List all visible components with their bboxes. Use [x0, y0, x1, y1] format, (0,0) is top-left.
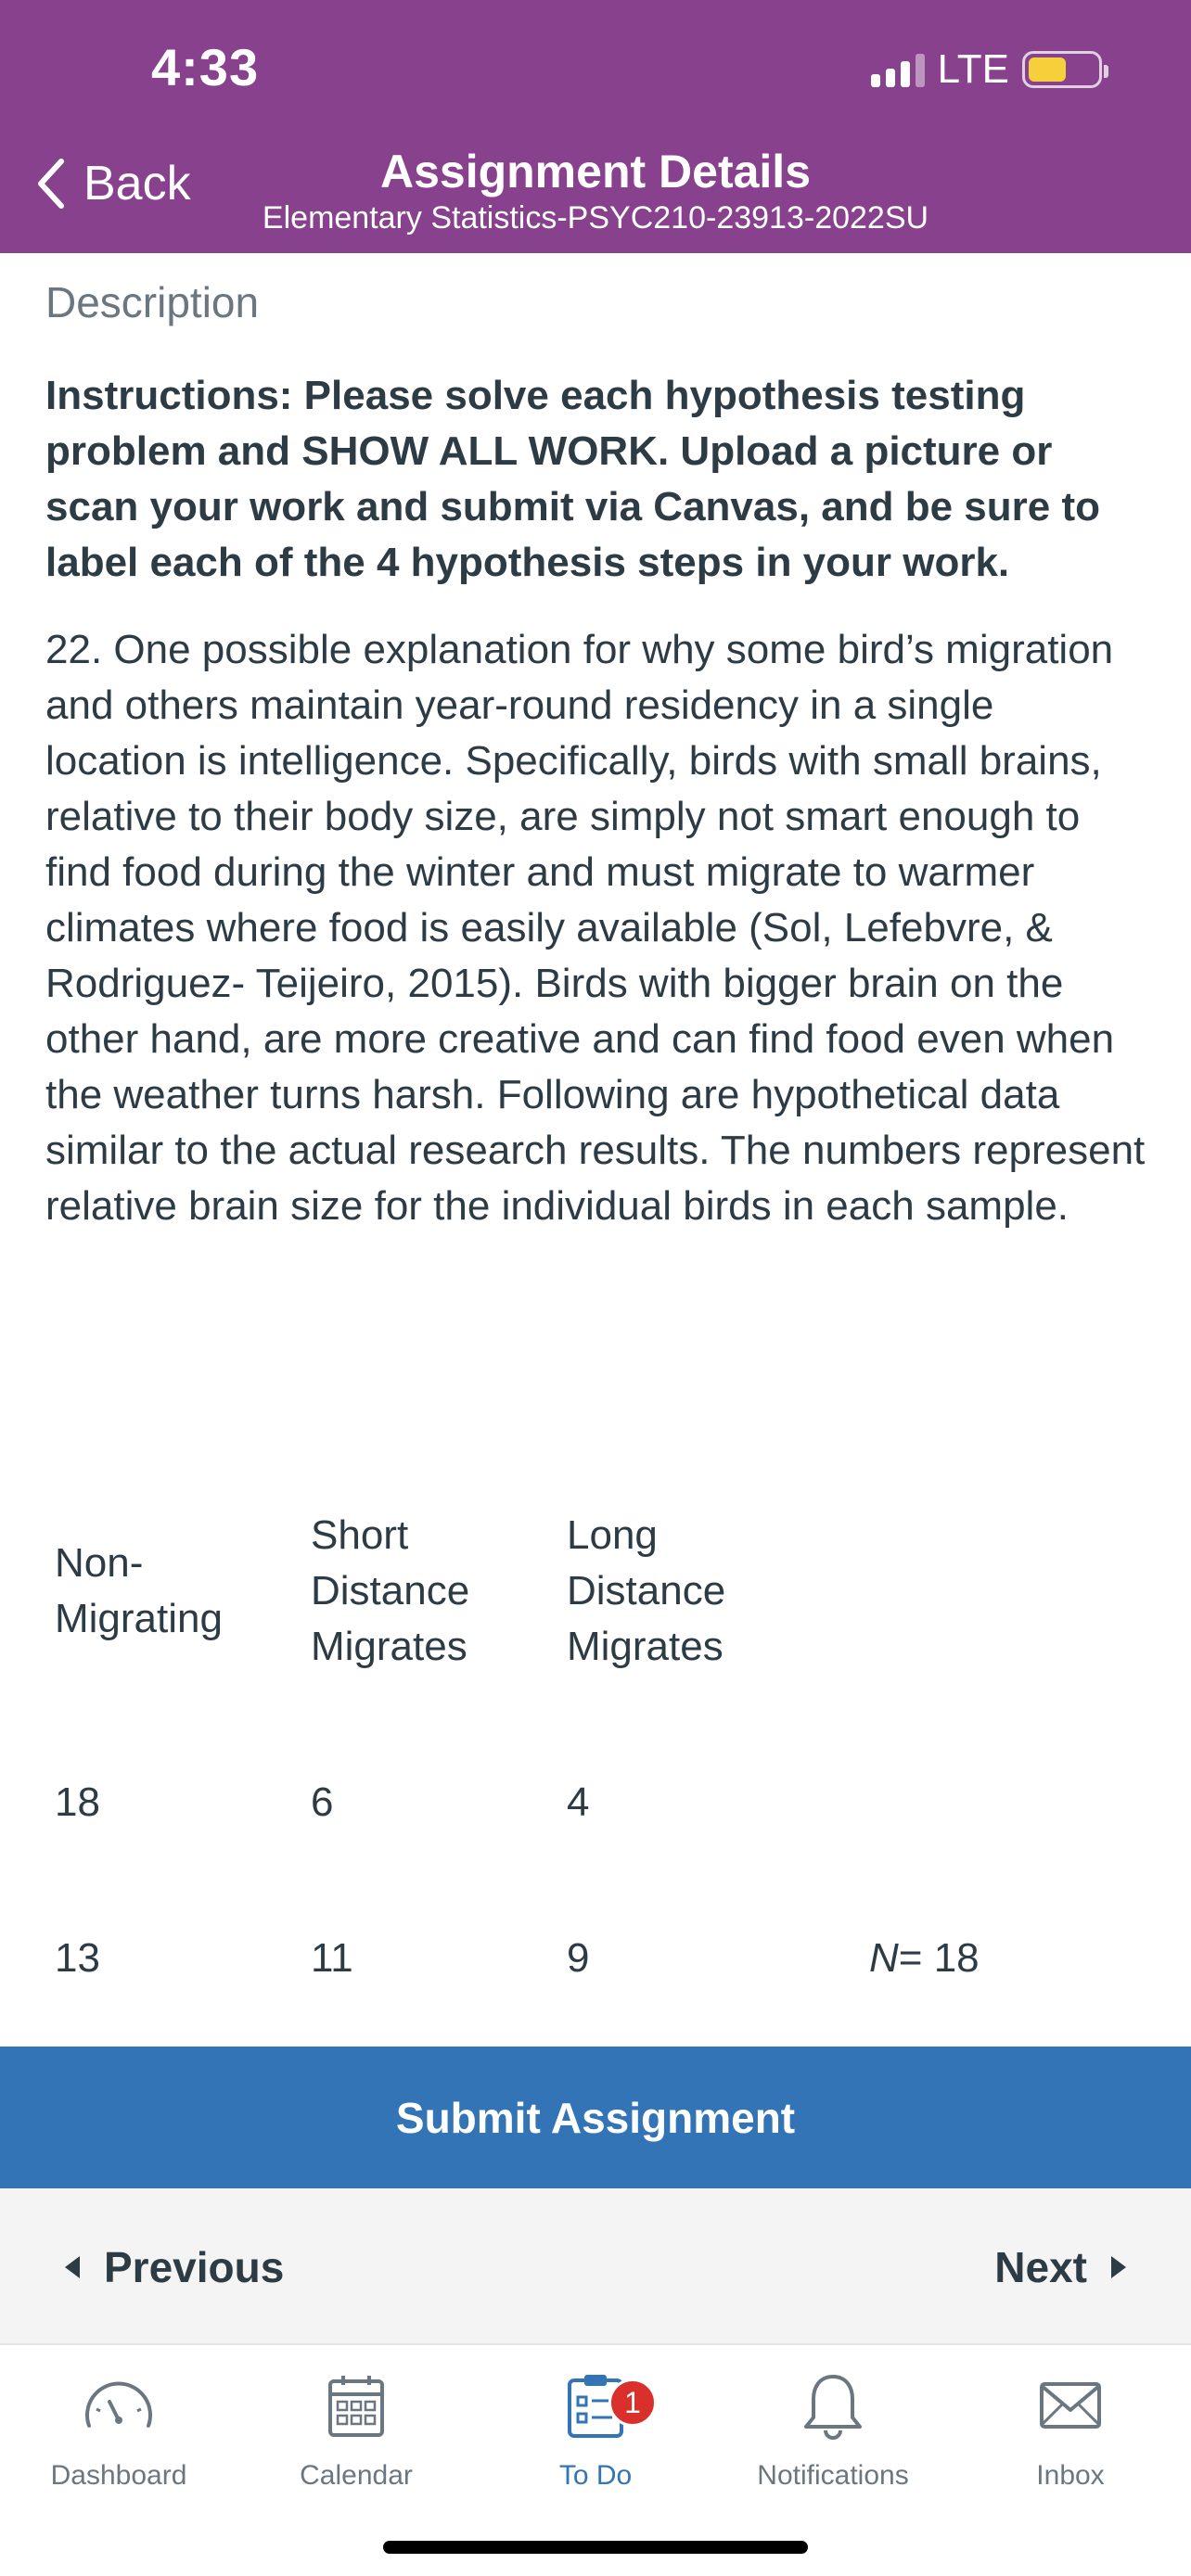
table-cell: 11 — [311, 1935, 353, 1981]
previous-label: Previous — [104, 2243, 285, 2291]
table-cell: 6 — [311, 1779, 334, 1825]
next-button[interactable] — [994, 2242, 1126, 2292]
table-cell — [813, 1775, 1159, 1830]
signal-icon — [871, 52, 925, 87]
dashboard-icon — [82, 2378, 156, 2433]
tab-notifications[interactable] — [714, 2364, 952, 2492]
caret-left-icon — [65, 2256, 80, 2278]
submit-assignment-button[interactable]: Submit Assignment — [0, 2047, 1191, 2188]
battery-icon — [1022, 51, 1102, 88]
back-label: Back — [83, 157, 191, 210]
table-cell: 18 — [55, 1779, 100, 1825]
course-subtitle: Elementary Statistics-PSYC210-23913-2022SU — [262, 200, 929, 236]
calendar-icon — [327, 2372, 386, 2439]
pager-bar — [0, 2188, 1191, 2343]
home-indicator[interactable] — [383, 2541, 808, 2554]
table-cell: 4 — [567, 1779, 590, 1825]
tab-calendar[interactable] — [237, 2364, 475, 2492]
page-title: Assignment Details — [379, 146, 811, 198]
next-label: Next — [994, 2243, 1087, 2291]
app-header — [0, 0, 1191, 253]
table-cell: 13 — [55, 1935, 100, 1981]
tab-dashboard[interactable] — [0, 2364, 237, 2492]
instructions-text: Instructions: Please solve each hypothesis testing problem and SHOW ALL WORK. Upload a picture or scan your work and submit via Canvas, and be sure to label each of the 4 hypothesis steps in your work. — [45, 373, 1100, 585]
mail-icon — [1038, 2380, 1103, 2430]
caret-right-icon — [1111, 2256, 1126, 2278]
tab-label: Dashboard — [50, 2460, 187, 2491]
tab-label: Notifications — [757, 2460, 909, 2491]
section-label-description: Description — [45, 278, 260, 326]
table-header-row — [45, 1508, 1159, 1675]
status-indicators — [871, 46, 1102, 93]
previous-button[interactable] — [65, 2242, 284, 2292]
header-short-distance: Short Distance Migrates — [311, 1512, 470, 1669]
tab-inbox[interactable] — [952, 2364, 1189, 2492]
tab-todo[interactable] — [477, 2364, 714, 2492]
assignment-description — [45, 253, 1146, 1234]
status-time: 4:33 — [151, 38, 260, 96]
network-type: LTE — [937, 46, 1009, 92]
table-row — [45, 1931, 1159, 1986]
problem-text: 22. One possible explanation for why some bird’s migration and others maintain year-round residency in a single location is intelligence. Specifically, birds with small brains, relative to their body size, are simply not smart enough to find food during the winter and must migrate to warmer climates where food is easily available (Sol, Lefebvre, & Rodriguez- Teijeiro, 2015). Birds with bigger brain on the other hand, are more creative and can find food even when the weather turns harsh. Following are hypothetical data similar to the actual research results. The numbers represent relative brain size for the individual birds in each sample. — [45, 627, 1146, 1229]
n-total-cell — [813, 1931, 1159, 1986]
n-symbol: N — [869, 1935, 899, 1981]
tab-label: Inbox — [1036, 2460, 1105, 2491]
header-non-migrating: Non- Migrating — [55, 1540, 223, 1641]
bell-icon — [800, 2371, 865, 2440]
todo-badge: 1 — [608, 2378, 657, 2427]
data-table — [45, 1508, 1159, 1986]
n-value: = 18 — [898, 1935, 980, 1981]
header-long-distance: Long Distance Migrates — [567, 1512, 726, 1669]
table-row — [45, 1775, 1159, 1830]
tab-label: Calendar — [300, 2460, 413, 2491]
header-titles — [0, 145, 1191, 236]
table-cell: 9 — [567, 1935, 590, 1981]
tab-label: To Do — [558, 2460, 633, 2491]
